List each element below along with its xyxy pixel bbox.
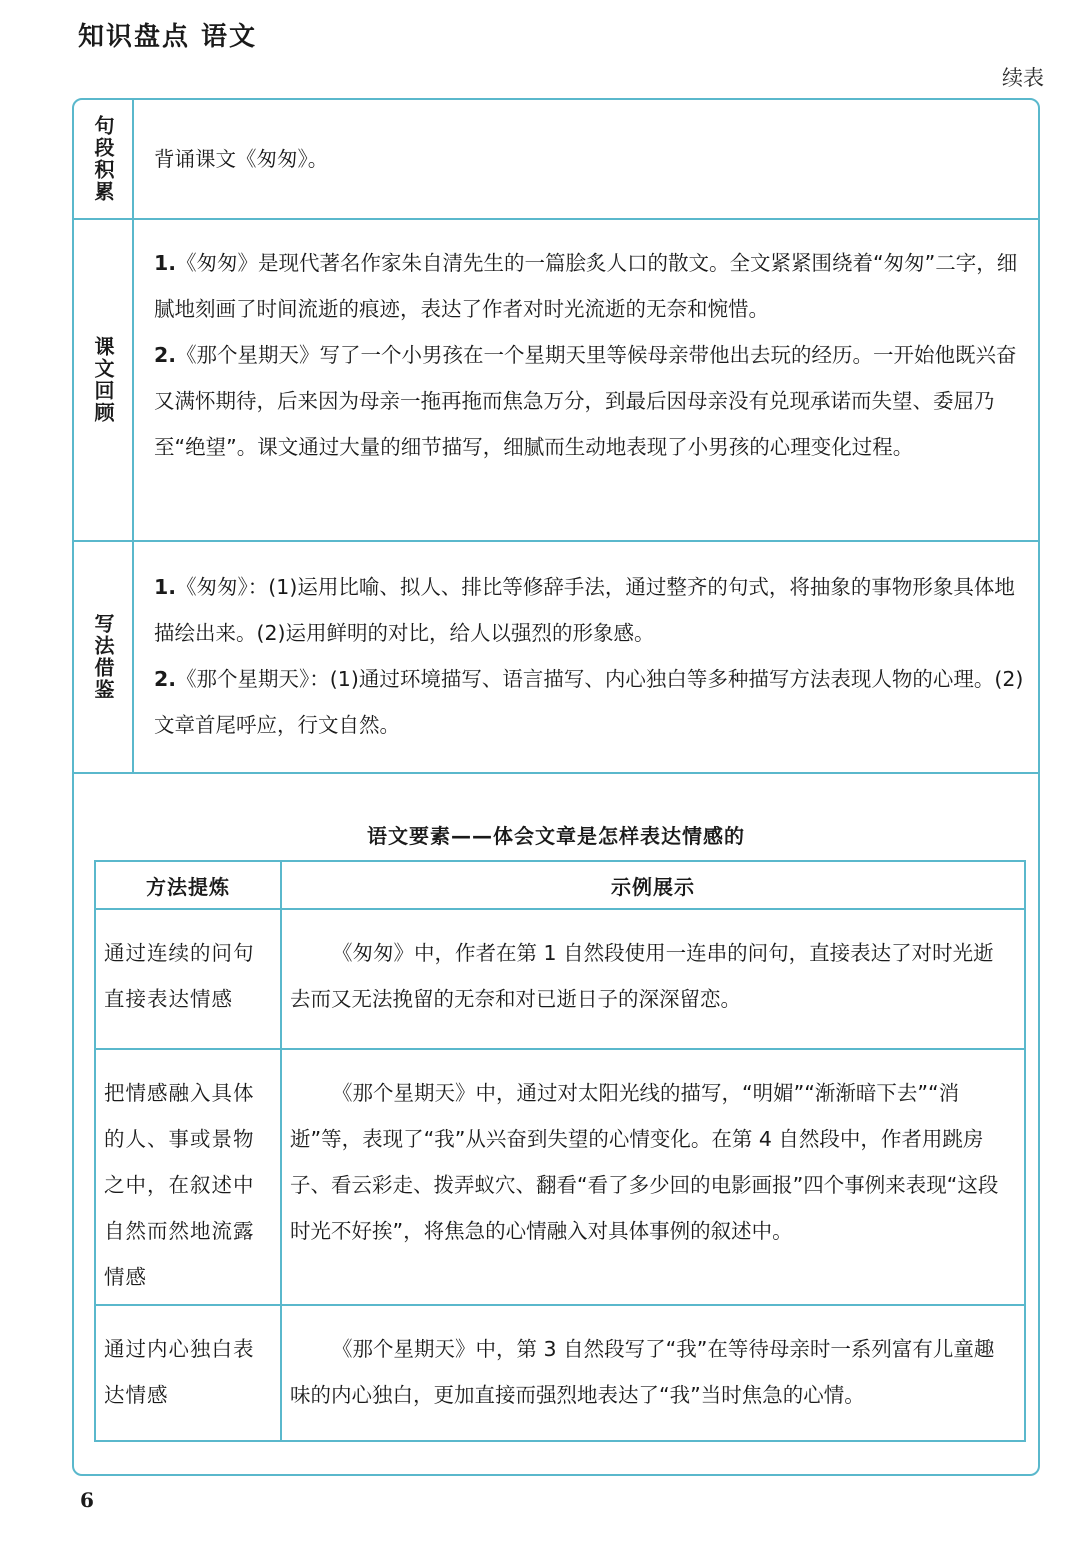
paragraph-text: 《匆匆》是现代著名作家朱自清先生的一篇脍炙人口的散文。全文紧紧围绕着“匆匆”二字，细腻地刻画了时间流逝的痕迹，表达了作者对时光流逝的无奈和惋惜。 — [154, 251, 1018, 321]
table-row — [96, 1050, 1024, 1306]
methods-table-header — [96, 862, 1024, 910]
table-row-text-review — [74, 220, 1038, 542]
example-text: 《匆匆》中，作者在第 1 自然段使用一连串的问句，直接表达了对时光逝去而又无法挽留的无奈和对已逝日子的深深留恋。 — [290, 941, 994, 1011]
method-cell — [96, 1050, 282, 1304]
knowledge-table — [72, 98, 1040, 1476]
paragraph-number: 1. — [154, 575, 177, 599]
section-title: 语文要素——体会文章是怎样表达情感的 — [367, 824, 745, 848]
header-cell-method — [96, 862, 282, 908]
example-text: 《那个星期天》中，第 3 自然段写了“我”在等待母亲时一系列富有儿童趣味的内心独白，更加直接而强烈地表达了“我”当时焦急的心情。 — [290, 1337, 995, 1407]
header-cell-example — [282, 862, 1024, 908]
row-label-cell — [74, 542, 134, 772]
methods-table — [94, 860, 1026, 1442]
row-content — [134, 100, 1038, 218]
paragraph-number: 1. — [154, 251, 177, 275]
method-cell — [96, 910, 282, 1048]
method-text: 把情感融入具体的人、事或景物之中，在叙述中自然而然地流露情感 — [104, 1081, 255, 1289]
example-cell — [282, 1306, 1024, 1440]
page-number: 6 — [80, 1488, 94, 1512]
continued-label: 续表 — [1002, 66, 1044, 90]
paragraph-text: 《匆匆》：(1)运用比喻、拟人、排比等修辞手法，通过整齐的句式，将抽象的事物形象具体地描绘出来。(2)运用鲜明的对比，给人以强烈的形象感。 — [154, 575, 1015, 645]
example-cell — [282, 1050, 1024, 1304]
paragraph-text: 《那个星期天》写了一个小男孩在一个星期天里等候母亲带他出去玩的经历。一开始他既兴奋又满怀期待，后来因为母亲一拖再拖而焦急万分，到最后因母亲没有兑现承诺而失望、委屈乃至“绝望”。课文通过大量的细节描写，细腻而生动地表现了小男孩的心理变化过程。 — [154, 343, 1017, 459]
column-header: 方法提炼 — [146, 874, 230, 899]
table-row-sentence-accumulation — [74, 100, 1038, 220]
example-text: 《那个星期天》中，通过对太阳光线的描写，“明媚”“渐渐暗下去”“消逝”等，表现了“我”从兴奋到失望的心情变化。在第 4 自然段中，作者用跳房子、看云彩走、拨弄蚁穴、翻看“看了多少回的电影画报”四个事例来表现“这段时光不好挨”，将焦急的心情融入对具体事例的叙述中。 — [290, 1081, 999, 1243]
row-label-cell — [74, 220, 134, 540]
column-header: 示例展示 — [611, 874, 695, 899]
paragraph — [154, 656, 1024, 748]
row-label: 课文回顾 — [91, 336, 115, 424]
paragraph — [154, 136, 1024, 182]
paragraph — [154, 240, 1024, 332]
method-text: 通过连续的问句直接表达情感 — [104, 941, 255, 1011]
row-label: 句段积累 — [91, 115, 115, 203]
page-header-title: 知识盘点 语文 — [78, 22, 258, 52]
row-label-cell — [74, 100, 134, 218]
paragraph — [154, 564, 1024, 656]
paragraph-number: 2. — [154, 667, 177, 691]
table-row-writing-methods — [74, 542, 1038, 774]
paragraph — [154, 332, 1024, 470]
method-text: 通过内心独白表达情感 — [104, 1337, 255, 1407]
paragraph-number: 2. — [154, 343, 177, 367]
row-content — [134, 220, 1038, 540]
method-cell — [96, 1306, 282, 1440]
table-row — [96, 1306, 1024, 1440]
table-row — [96, 910, 1024, 1050]
paragraph-text: 背诵课文《匆匆》。 — [154, 147, 329, 171]
paragraph-text: 《那个星期天》：(1)通过环境描写、语言描写、内心独白等多种描写方法表现人物的心理。(2)文章首尾呼应，行文自然。 — [154, 667, 1024, 737]
row-content — [134, 542, 1038, 772]
example-cell — [282, 910, 1024, 1048]
row-label: 写法借鉴 — [91, 613, 115, 701]
